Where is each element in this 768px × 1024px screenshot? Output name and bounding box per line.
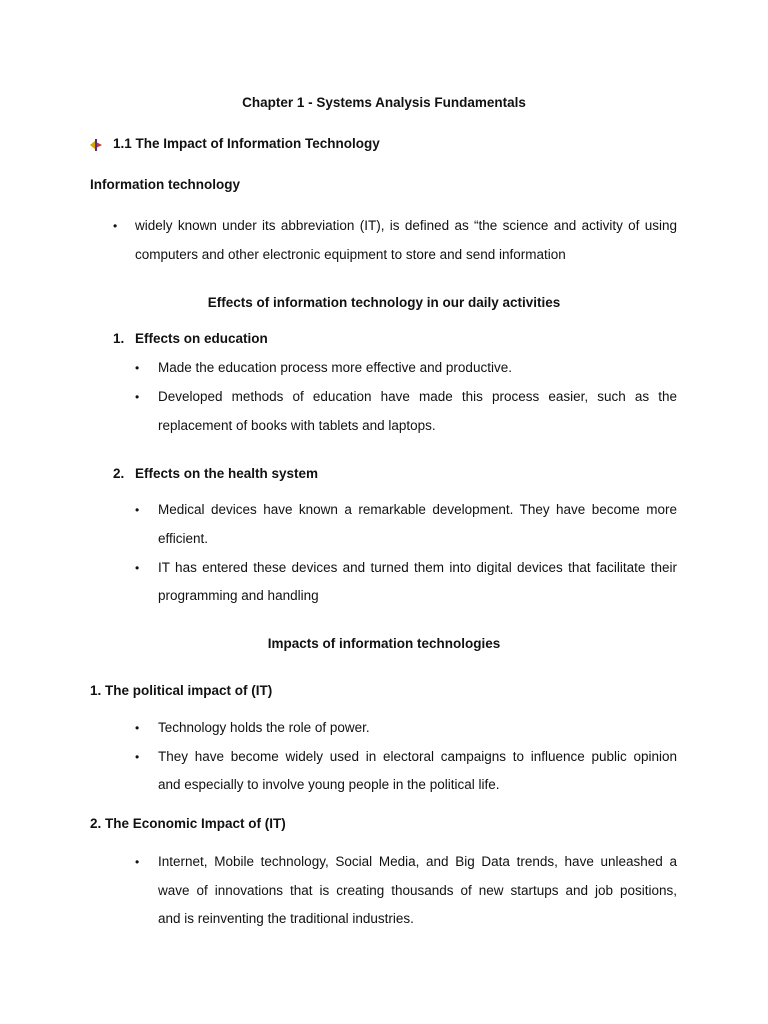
bullet-dot: •: [135, 503, 140, 517]
bullet-dot: •: [135, 721, 140, 735]
education-bullet2-line1: Developed methods of education have made this process easier, such as the: [158, 389, 677, 404]
economic-bullet1-line3: and is reinventing the traditional industries.: [158, 911, 414, 926]
education-bullet1: Made the education process more effective and productive.: [158, 360, 512, 375]
health-bullet1-line2: efficient.: [158, 531, 209, 546]
it-definition-line2: computers and other electronic equipment to store and send information: [135, 247, 566, 262]
political-bullet1: Technology holds the role of power.: [158, 720, 370, 735]
economic-heading: 2. The Economic Impact of (IT): [90, 816, 286, 831]
health-bullet2-line2: programming and handling: [158, 588, 319, 603]
political-bullet2-line1: They have become widely used in electoral campaigns to influence public opinion: [158, 749, 677, 764]
political-heading: 1. The political impact of (IT): [90, 683, 273, 698]
bullet-dot: •: [113, 219, 118, 233]
economic-bullet1-line2: wave of innovations that is creating thousands of new startups and job positions,: [158, 883, 677, 898]
health-bullet2-line1: IT has entered these devices and turned them into digital devices that facilitate their: [158, 560, 677, 575]
health-number: 2.: [113, 466, 125, 481]
political-bullet2-line2: and especially to involve young people in the political life.: [158, 777, 500, 792]
page-title: Chapter 1 - Systems Analysis Fundamentals: [242, 95, 526, 110]
bullet-dot: •: [135, 855, 140, 869]
bullet-dot: •: [135, 561, 140, 575]
section-heading: 1.1 The Impact of Information Technology: [113, 136, 380, 151]
bullet-dot: •: [135, 390, 140, 404]
health-heading: Effects on the health system: [135, 466, 319, 481]
health-bullet1-line1: Medical devices have known a remarkable development. They have become more: [158, 502, 677, 517]
impacts-heading: Impacts of information technologies: [267, 636, 501, 651]
it-heading: Information technology: [90, 177, 240, 192]
it-definition-line1: widely known under its abbreviation (IT), is defined as “the science and activity of using: [135, 218, 677, 233]
arrow-bullet-icon: [89, 138, 103, 152]
education-number: 1.: [113, 331, 125, 346]
bullet-dot: •: [135, 750, 140, 764]
education-bullet2-line2: replacement of books with tablets and laptops.: [158, 418, 436, 433]
economic-bullet1-line1: Internet, Mobile technology, Social Media, and Big Data trends, have unleashed a: [158, 854, 677, 869]
education-heading: Effects on education: [135, 331, 268, 346]
effects-heading: Effects of information technology in our daily activities: [207, 295, 561, 310]
bullet-dot: •: [135, 361, 140, 375]
